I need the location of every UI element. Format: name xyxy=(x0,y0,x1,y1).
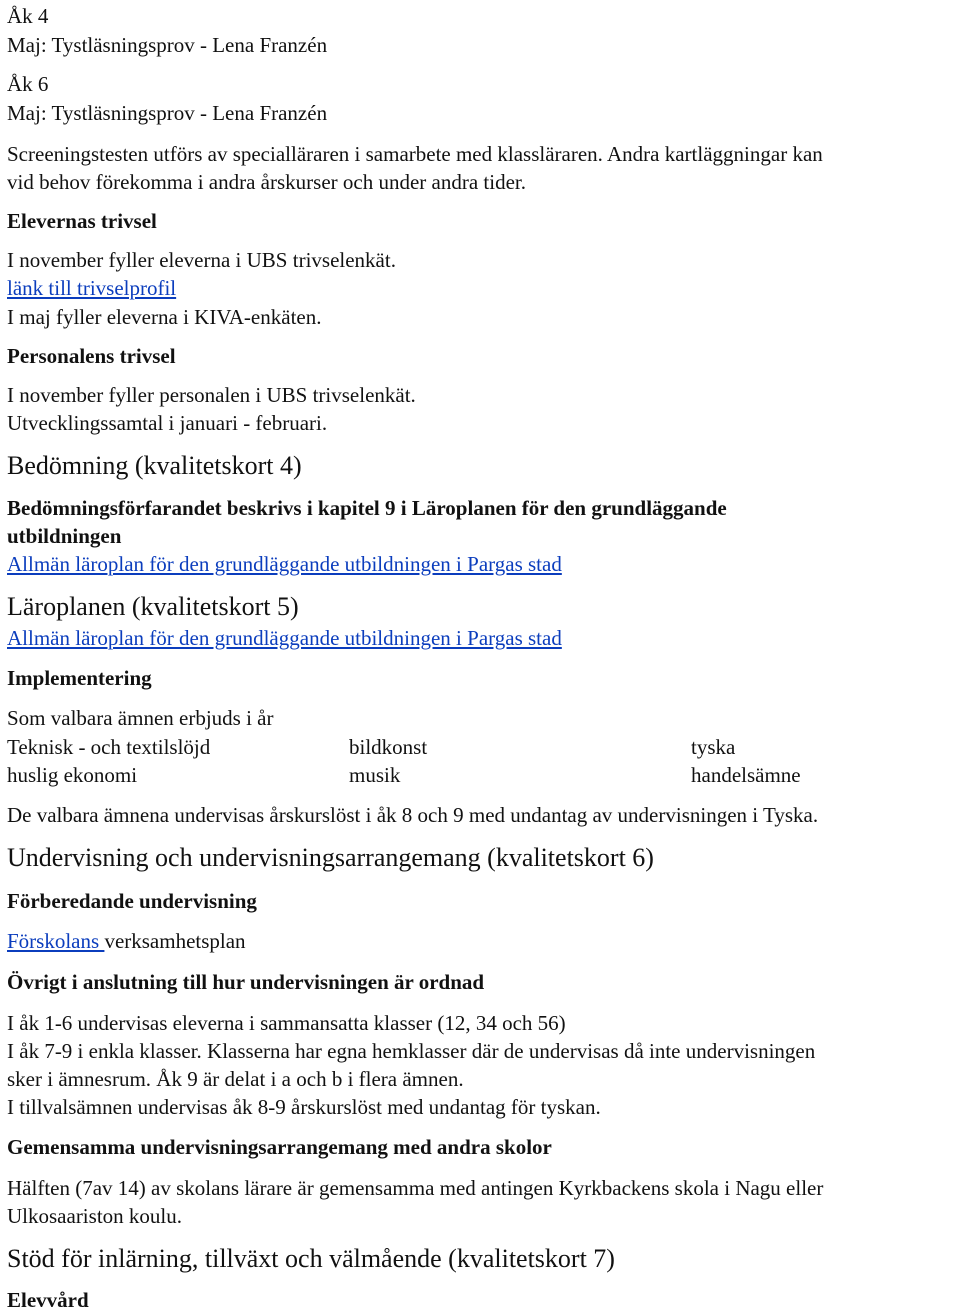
staff-wellbeing-line-2: Utvecklingssamtal i januari - februari. xyxy=(7,411,328,435)
assessment-text-line-2: utbildningen xyxy=(7,524,122,548)
student-care-heading: Elevvård xyxy=(7,1288,89,1312)
elective-cell: huslig ekonomi xyxy=(7,763,138,787)
prep-teaching-text: verksamhetsplan xyxy=(104,929,246,953)
forskolans-link[interactable]: Förskolans xyxy=(7,929,105,953)
trivselprofil-link[interactable]: länk till trivselprofil xyxy=(7,276,177,300)
shared-teaching-heading: Gemensamma undervisningsarrangemang med andra skolor xyxy=(7,1135,552,1159)
student-wellbeing-heading: Elevernas trivsel xyxy=(7,209,157,233)
elective-cell: musik xyxy=(349,763,401,787)
shared-teaching-line-2: Ulkosaariston koulu. xyxy=(7,1204,182,1228)
grade4-label: Åk 4 xyxy=(7,4,49,28)
student-wellbeing-line-1: I november fyller eleverna i UBS trivselenkät. xyxy=(7,248,396,272)
assessment-curriculum-link[interactable]: Allmän läroplan för den grundläggande utbildningen i Pargas stad xyxy=(7,552,562,576)
prep-teaching-heading: Förberedande undervisning xyxy=(7,889,257,913)
elective-cell: handelsämne xyxy=(691,763,801,787)
screening-line-1: Screeningstesten utförs av specialläraren i samarbete med klassläraren. Andra kartläggningar kan xyxy=(7,142,823,166)
teaching-heading: Undervisning och undervisningsarrangemang (kvalitetskort 6) xyxy=(7,843,654,872)
curriculum-heading: Läroplanen (kvalitetskort 5) xyxy=(7,592,299,621)
assessment-text-line-1: Bedömningsförfarandet beskrivs i kapitel 9 i Läroplanen för den grundläggande xyxy=(7,496,727,520)
staff-wellbeing-heading: Personalens trivsel xyxy=(7,344,176,368)
assessment-heading: Bedömning (kvalitetskort 4) xyxy=(7,451,302,480)
implementation-heading: Implementering xyxy=(7,666,152,690)
electives-note: De valbara ämnena undervisas årskurslöst i åk 8 och 9 med undantag av undervisningen i Tyska. xyxy=(7,803,819,827)
student-wellbeing-line-2: I maj fyller eleverna i KIVA-enkäten. xyxy=(7,305,322,329)
grade6-label: Åk 6 xyxy=(7,72,49,96)
other-teaching-line-4: I tillvalsämnen undervisas åk 8-9 årskurslöst med undantag för tyskan. xyxy=(7,1095,601,1119)
other-teaching-line-2: I åk 7-9 i enkla klasser. Klasserna har egna hemklasser där de undervisas då inte undervisningen xyxy=(7,1039,816,1063)
other-teaching-heading: Övrigt i anslutning till hur undervisningen är ordnad xyxy=(7,970,485,994)
other-teaching-line-3: sker i ämnesrum. Åk 9 är delat i a och b i flera ämnen. xyxy=(7,1067,464,1091)
elective-cell: bildkonst xyxy=(349,735,428,759)
shared-teaching-line-1: Hälften (7av 14) av skolans lärare är gemensamma med antingen Kyrkbackens skola i Nagu eller xyxy=(7,1176,824,1200)
support-heading: Stöd för inlärning, tillväxt och välmående (kvalitetskort 7) xyxy=(7,1244,615,1273)
grade6-test: Maj: Tystläsningsprov - Lena Franzén xyxy=(7,101,328,125)
grade4-test: Maj: Tystläsningsprov - Lena Franzén xyxy=(7,33,328,57)
screening-line-2: vid behov förekomma i andra årskurser och under andra tider. xyxy=(7,170,526,194)
elective-cell: Teknisk - och textilslöjd xyxy=(7,735,211,759)
prep-teaching-line xyxy=(7,927,246,955)
curriculum-link[interactable]: Allmän läroplan för den grundläggande utbildningen i Pargas stad xyxy=(7,626,562,650)
staff-wellbeing-line-1: I november fyller personalen i UBS trivselenkät. xyxy=(7,383,416,407)
elective-cell: tyska xyxy=(691,735,736,759)
electives-intro: Som valbara ämnen erbjuds i år xyxy=(7,706,274,730)
other-teaching-line-1: I åk 1-6 undervisas eleverna i sammansatta klasser (12, 34 och 56) xyxy=(7,1011,566,1035)
